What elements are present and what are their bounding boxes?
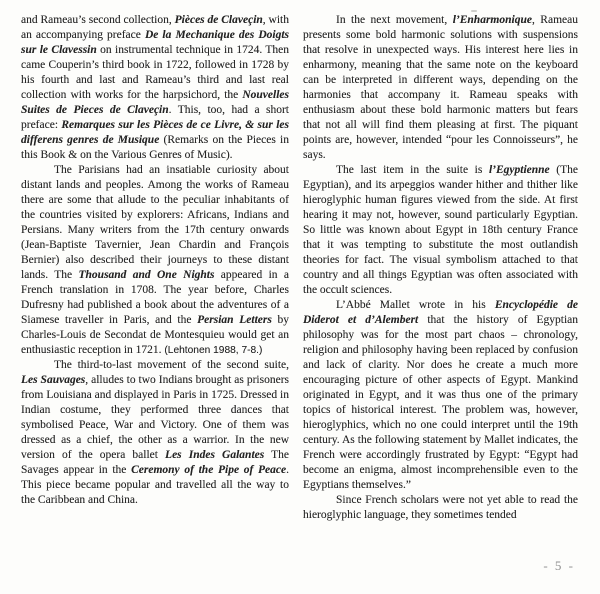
paragraph [303, 163, 578, 298]
body-text: , alludes to two Indians brought as prisoners from Louisiana and displayed in Paris in 1725. Dressed in Indian costume, they performed three dances that symbolised Peace, War and Victory. One of them was dressed as a chief, the other as a warrior. In the new version of the opera ballet [21, 374, 289, 461]
paragraph [21, 13, 289, 163]
work-title-emphasis: l’Egyptienne [488, 164, 550, 176]
body-text: (The Egyptian), and its arpeggios wander hither and thither like hieroglyphic human figures viewed from the side. At first hearing it may not, however, sound particularly Egyptian. So little was known about Egypt in 18th century France that it was tempting to substitute the most outlandish theories for fact. The visual symbolism attached to that country and all things Egyptian was often associated with the occult sciences. [303, 164, 578, 296]
body-text: The last item in the suite is [336, 164, 489, 176]
body-text: . This, too, had a short preface: [21, 104, 289, 131]
paragraph [21, 163, 289, 358]
body-text: that the history of Egyptian philosophy was for the most part chaos – chronology, religion and philosophy having been replaced by confusion and lack of clarity. Nor does he create a much more encouraging picture of other aspects of Egypt. Mankind originated in Egypt, and it was thus one of the primary topics of historical interest. The problem was, however, hieroglyphics, which no one could interpret until the 19th century. As the following statement by Mallet indicates, the French were accordingly frustrated by Egypt: “Egypt had become an enigma, almost incomprehensible even to the Egyptians themselves.” [303, 314, 579, 491]
work-title-emphasis: Encyclopédie de Diderot et d’Alembert [303, 299, 578, 326]
body-text: The third-to-last movement of the second suite, [54, 359, 289, 371]
work-title-emphasis: De la Mechanique des Doigts sur le Clavessin [21, 29, 289, 56]
right-column [303, 13, 578, 523]
body-text: on instrumental technique in 1724. Then came Couperin’s third book in 1722, followed in 1728 by his fourth and last and Rameau’s third and last real collection with works for the harpsichord, the [21, 44, 289, 101]
body-text: , with an accompanying preface [21, 14, 289, 41]
body-text: appeared in a French translation in 1708. The year before, Charles Dufresny had published a book about the adventures of a Siamese traveller in Paris, and the [21, 269, 289, 326]
work-title-emphasis: Persian Letters [197, 314, 272, 326]
work-title-emphasis: Les Indes Galantes [165, 449, 265, 461]
citation-text: (Lehtonen 1988, 7-8.) [164, 345, 263, 356]
scan-speck [471, 10, 477, 12]
body-text: by Charles-Louis de Secondat de Montesquieu would get an enthusiastic reception in 1721. [21, 314, 290, 356]
page-number: - 5 - [543, 558, 575, 573]
work-title-emphasis: Remarques sur les Pièces de ce Livre, & sur les differens genres de Musique [21, 119, 289, 146]
work-title-emphasis: Nouvelles Suites de Pieces de Claveçin [21, 89, 289, 116]
work-title-emphasis: Pièces de Claveçin [174, 14, 263, 26]
paragraph [303, 298, 578, 493]
paragraph [21, 358, 289, 508]
paragraph [303, 13, 578, 163]
paragraph [303, 493, 578, 523]
work-title-emphasis: Thousand and One Nights [78, 269, 215, 281]
body-text: Since French scholars were not yet able to read the hieroglyphic language, they sometimes tended [303, 494, 578, 521]
body-text: L’Abbé Mallet wrote in his [336, 299, 495, 311]
body-text: and Rameau’s second collection, [21, 14, 175, 26]
body-text: (Remarks on the Pieces in this Book & on the Various Genres of Music). [21, 134, 289, 161]
body-text: . This piece became popular and travelled all the way to the Caribbean and China. [21, 464, 289, 506]
body-text: The Savages appear in the [21, 449, 289, 476]
left-column [21, 13, 289, 523]
body-text: In the next movement, [336, 14, 453, 26]
body-text: , Rameau presents some bold harmonic solutions with suspensions that resolve in unexpected ways. His interest here lies in enharmony, meaning that the same note on the keyboard can be interpreted in different ways, depending on the harmonies that accompany it. Rameau speaks with enthusiasm about these bold harmonic matters but fears that not all will find them pleasing at first. The piquant points are, however, intended “pour les Connoisseurs”, he says. [303, 14, 578, 161]
body-text: The Parisians had an insatiable curiosity about distant lands and peoples. Among the works of Rameau there are some that allude to the peculiar inhabitants of the countries visited by explorers: Africans, Indians and Persians. Many writers from the 17th century onwards (Jean-Baptiste Tavernier, Jean Chardin and François Bernier) also described their journeys to these distant lands. The [21, 164, 289, 281]
work-title-emphasis: Les Sauvages [21, 374, 86, 386]
work-title-emphasis: Ceremony of the Pipe of Peace [131, 464, 287, 476]
work-title-emphasis: l’Enharmonique [452, 14, 532, 26]
